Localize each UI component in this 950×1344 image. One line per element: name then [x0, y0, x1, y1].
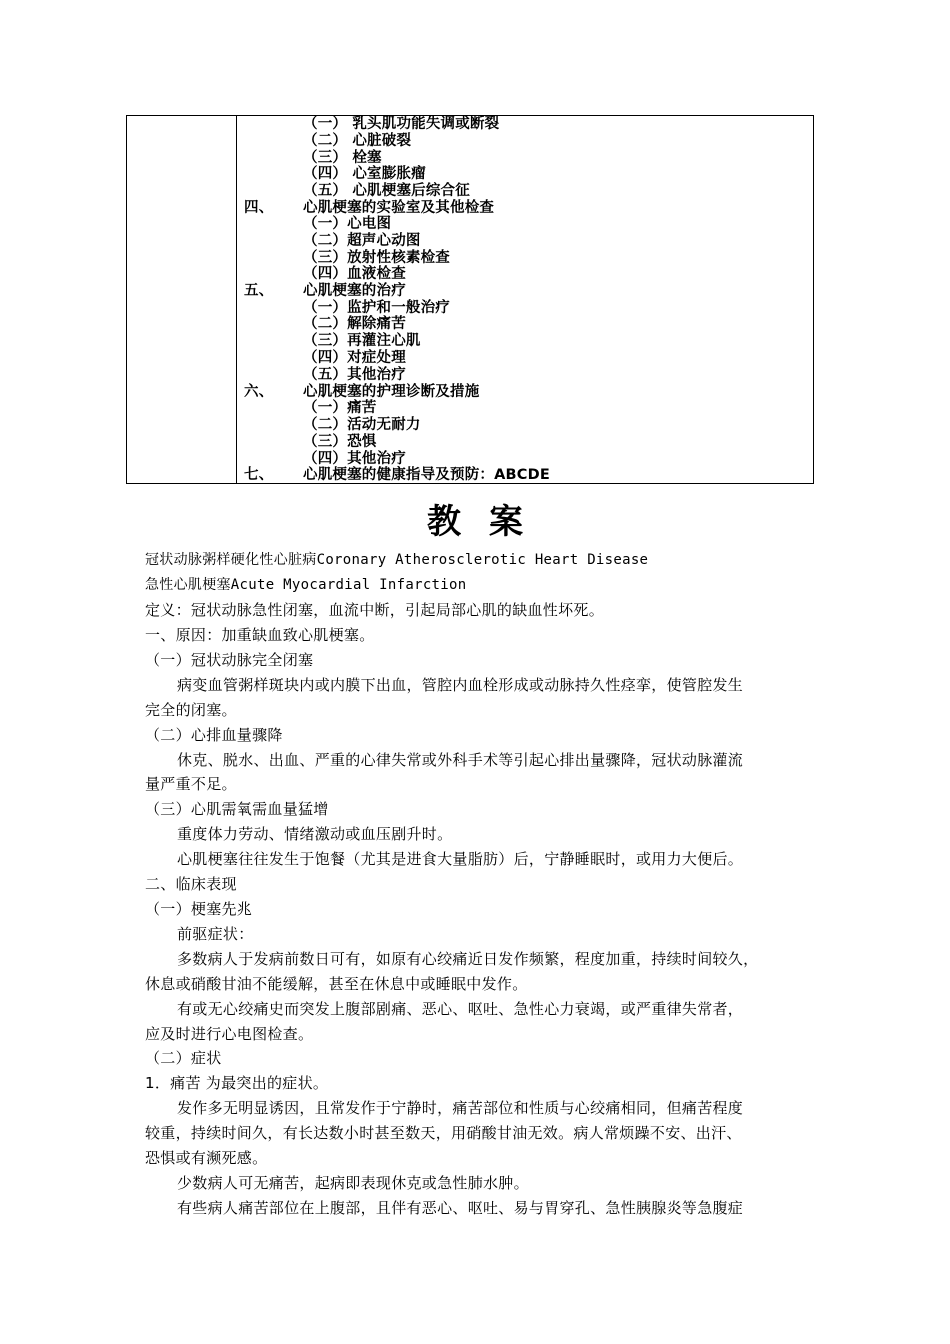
body-line: 有些病人痛苦部位在上腹部，且伴有恶心、呕吐、易与胃穿孔、急性胰腺炎等急腹症 — [177, 1199, 744, 1217]
outline-item: （二）超声心动图 — [303, 233, 421, 249]
outline-item: （二）解除痛苦 — [303, 316, 406, 332]
body-line: 应及时进行心电图检查。 — [145, 1025, 314, 1043]
body-line: 多数病人于发病前数日可有，如原有心绞痛近日发作频繁，程度加重，持续时间较久， — [177, 950, 759, 968]
outline-section-title: 心肌梗塞的治疗 — [303, 283, 406, 299]
body-line: （三）心肌需氧需血量猛增 — [145, 800, 329, 818]
outline-item: （四）对症处理 — [303, 350, 406, 366]
outline-table — [126, 115, 814, 484]
body-line: 少数病人可无痛苦，起病即表现休克或急性肺水肿。 — [177, 1174, 529, 1192]
outline-item: （四）其他治疗 — [303, 451, 406, 467]
body-line: 病变血管粥样斑块内或内膜下出血，管腔内血栓形成或动脉持久性痉挛，使管腔发生 — [177, 676, 744, 694]
body-line: 有或无心绞痛史而突发上腹部剧痛、恶心、呕吐、急性心力衰竭，或严重律失常者， — [177, 1000, 744, 1018]
body-line: 较重，持续时间久，有长达数小时甚至数天，用硝酸甘油无效。病人常烦躁不安、出汗、 — [145, 1124, 742, 1142]
body-line: 发作多无明显诱因，且常发作于宁静时，痛苦部位和性质与心绞痛相同，但痛苦程度 — [177, 1099, 744, 1117]
outline-item: （五） 心肌梗塞后综合征 — [303, 183, 470, 199]
body-line: 完全的闭塞。 — [145, 701, 237, 719]
outline-item: （二） 心脏破裂 — [303, 133, 412, 149]
body-line: 前驱症状： — [177, 925, 254, 943]
outline-item: （一）心电图 — [303, 216, 392, 232]
body-line: （一）冠状动脉完全闭塞 — [145, 651, 314, 669]
outline-item: （一）监护和一般治疗 — [303, 300, 450, 316]
outline-section-number: 五、 — [244, 283, 274, 299]
outline-item: （三）恐惧 — [303, 434, 377, 450]
page-title: 教案 — [427, 502, 551, 542]
outline-item: （一）痛苦 — [303, 400, 377, 416]
body-line: 急性心肌梗塞Acute Myocardial Infarction — [145, 577, 467, 593]
outline-item: （五）其他治疗 — [303, 367, 406, 383]
outline-section-title: 心肌梗塞的护理诊断及措施 — [303, 384, 480, 400]
outline-item: （三）再灌注心肌 — [303, 333, 421, 349]
body-line: 心肌梗塞往往发生于饱餐（尤其是进食大量脂肪）后，宁静睡眠时，或用力大便后。 — [177, 850, 744, 868]
outline-item: （四）血液检查 — [303, 266, 406, 282]
outline-item: （三） 栓塞 — [303, 150, 382, 166]
body-line: 二、临床表现 — [145, 875, 237, 893]
body-line: 重度体力劳动、情绪激动或血压剧升时。 — [177, 825, 453, 843]
outline-section-number: 四、 — [244, 200, 274, 216]
body-line: 休息或硝酸甘油不能缓解，甚至在休息中或睡眠中发作。 — [145, 975, 528, 993]
body-line: （二）症状 — [145, 1049, 222, 1067]
outline-section-number: 六、 — [244, 384, 274, 400]
body-line: 冠状动脉粥样硬化性心脏病Coronary Atherosclerotic Heart Disease — [145, 552, 649, 568]
outline-section-number: 七、 — [244, 467, 274, 483]
body-line: （一）梗塞先兆 — [145, 900, 253, 918]
outline-item: （二）活动无耐力 — [303, 417, 421, 433]
body-line: 定义：冠状动脉急性闭塞，血流中断，引起局部心肌的缺血性坏死。 — [145, 601, 605, 619]
body-line: （二）心排血量骤降 — [145, 726, 283, 744]
outline-section-title: 心肌梗塞的实验室及其他检查 — [303, 200, 495, 216]
table-column-divider — [236, 116, 237, 483]
body-line: 恐惧或有濒死感。 — [145, 1149, 268, 1167]
body-line: 一、原因：加重缺血致心肌梗塞。 — [145, 626, 375, 644]
outline-section-title: 心肌梗塞的健康指导及预防：ABCDE — [303, 467, 550, 483]
outline-item: （三）放射性核素检查 — [303, 250, 450, 266]
outline-item: （一） 乳头肌功能失调或断裂 — [303, 116, 500, 132]
body-line: 量严重不足。 — [145, 775, 237, 793]
outline-item: （四） 心室膨胀瘤 — [303, 166, 426, 182]
body-line: 休克、脱水、出血、严重的心律失常或外科手术等引起心排出量骤降，冠状动脉灌流 — [177, 751, 744, 769]
body-line: 1．痛苦 为最突出的症状。 — [145, 1074, 329, 1092]
